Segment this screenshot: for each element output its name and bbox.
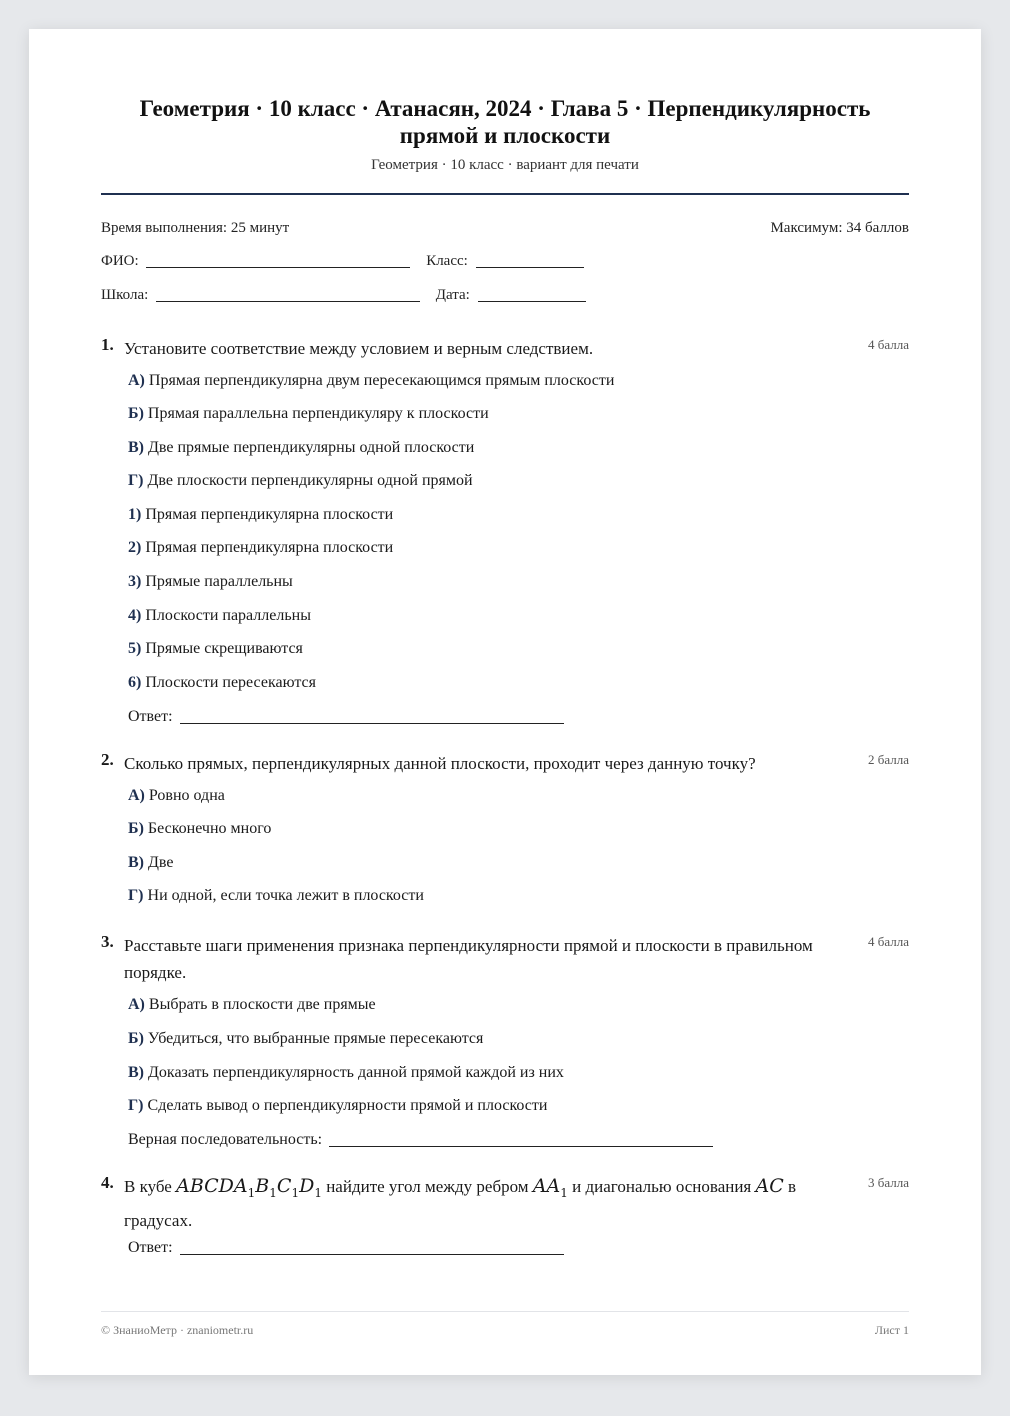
worksheet-content <box>101 29 909 1375</box>
answer-row <box>128 1239 564 1257</box>
option-text: Прямые скрещиваются <box>145 640 303 657</box>
question-number: 1. <box>101 335 114 354</box>
footer-divider <box>101 1311 909 1312</box>
math-edge: $AA_1$ <box>532 1175 568 1200</box>
worksheet-page <box>29 29 981 1375</box>
option-text: Убедиться, что выбранные прямые пересекаются <box>147 1030 484 1047</box>
option-label: 6) <box>128 674 142 691</box>
option-label: Г) <box>128 1097 144 1114</box>
page-subtitle: Геометрия · 10 класс · вариант для печати <box>371 157 639 173</box>
option-item <box>128 573 293 591</box>
question-points: 4 балла <box>868 934 909 949</box>
time-limit: Время выполнения: 25 минут <box>101 220 290 236</box>
answer-label: Ответ: <box>128 708 173 725</box>
option-text: Две прямые перпендикулярны одной плоскости <box>148 439 475 456</box>
option-item <box>128 1030 483 1048</box>
question-text-part: в градусах. <box>124 1177 797 1230</box>
option-text: Бесконечно много <box>147 820 272 837</box>
option-text: Прямая параллельна перпендикуляру к плоскости <box>147 405 489 422</box>
date-label: Дата: <box>435 287 470 303</box>
option-label: 5) <box>128 640 142 657</box>
option-label: Г) <box>128 472 144 489</box>
option-label: Г) <box>128 887 144 904</box>
option-text: Ни одной, если точка лежит в плоскости <box>147 887 424 904</box>
option-item <box>128 405 489 423</box>
math-edge-base: AA <box>532 1175 561 1197</box>
option-item <box>128 607 311 625</box>
option-item <box>128 1064 564 1082</box>
option-item <box>128 674 316 692</box>
question-number: 3. <box>101 932 114 951</box>
option-label: В) <box>128 1064 144 1081</box>
option-label: А) <box>128 787 145 804</box>
math-diagonal: AC <box>755 1175 784 1197</box>
question-points: 2 балла <box>868 752 909 767</box>
option-label: А) <box>128 996 145 1013</box>
option-label: В) <box>128 854 144 871</box>
math-cube-name: $ABCDA_1B_1C_1D_1$ <box>176 1175 322 1200</box>
option-label: 4) <box>128 607 142 624</box>
answer-row <box>128 708 564 726</box>
page-title: Геометрия · 10 класс · Атанасян, 2024 · Глава 5 · Перпендикулярность прямой и плоскости <box>139 96 871 148</box>
option-text: Прямая перпендикулярна плоскости <box>145 506 394 523</box>
option-label: Б) <box>128 1030 144 1047</box>
option-item <box>128 996 376 1014</box>
question-points: 3 балла <box>868 1175 909 1190</box>
option-item <box>128 640 303 658</box>
class-label: Класс: <box>426 253 468 269</box>
question-text: Установите соответствие между условием и верным следствием. <box>124 339 594 358</box>
option-item <box>128 854 173 872</box>
header-divider <box>101 193 909 195</box>
question-text-part: и диагональю основания <box>567 1177 756 1196</box>
question-text-part: В кубе <box>124 1177 177 1196</box>
question-number: 2. <box>101 750 114 769</box>
option-label: Б) <box>128 820 144 837</box>
date-field[interactable] <box>478 287 586 302</box>
option-item <box>128 439 474 457</box>
option-item <box>128 1097 547 1115</box>
option-text: Ровно одна <box>148 787 225 804</box>
option-label: 1) <box>128 506 142 523</box>
school-label: Школа: <box>101 287 149 303</box>
question-text: Сколько прямых, перпендикулярных данной плоскости, проходит через данную точку? <box>124 754 756 773</box>
option-label: А) <box>128 372 145 389</box>
footer-copyright: © ЗнаниоМетр · znaniometr.ru <box>101 1323 254 1337</box>
question-points: 4 балла <box>868 337 909 352</box>
option-label: 3) <box>128 573 142 590</box>
question-text-part: найдите угол между ребром <box>321 1177 533 1196</box>
option-text: Выбрать в плоскости две прямые <box>148 996 376 1013</box>
class-field[interactable] <box>476 253 584 268</box>
option-text: Прямая перпендикулярна плоскости <box>145 539 394 556</box>
question-text <box>124 1173 854 1234</box>
option-item <box>128 820 271 838</box>
option-item <box>128 787 225 805</box>
answer-row <box>128 1131 713 1149</box>
fio-class-row <box>101 253 909 270</box>
question-number: 4. <box>101 1173 114 1192</box>
option-text: Прямые параллельны <box>145 573 293 590</box>
option-item <box>128 887 424 905</box>
school-field[interactable] <box>156 287 420 302</box>
math-cube-base: ABCDA <box>176 1175 248 1197</box>
option-text: Две плоскости перпендикулярны одной прямой <box>147 472 473 489</box>
option-label: Б) <box>128 405 144 422</box>
fio-label: ФИО: <box>101 253 139 269</box>
option-item <box>128 506 393 524</box>
answer-field[interactable] <box>180 1240 564 1255</box>
option-text: Сделать вывод о перпендикулярности прямой и плоскости <box>147 1097 548 1114</box>
option-label: В) <box>128 439 144 456</box>
option-item <box>128 372 614 390</box>
question-text: Расставьте шаги применения признака перпендикулярности прямой и плоскости в правильном порядке. <box>124 936 813 982</box>
option-text: Доказать перпендикулярность данной прямой каждой из них <box>148 1064 564 1081</box>
option-item <box>128 472 473 490</box>
fio-field[interactable] <box>146 253 410 268</box>
option-text: Две <box>148 854 174 871</box>
option-text: Плоскости параллельны <box>145 607 311 624</box>
school-date-row <box>101 287 909 304</box>
max-score: Максимум: 34 баллов <box>770 220 909 236</box>
option-text: Прямая перпендикулярна двум пересекающимся прямым плоскости <box>148 372 615 389</box>
option-text: Плоскости пересекаются <box>145 674 316 691</box>
option-item <box>128 539 393 557</box>
answer-label: Верная последовательность: <box>128 1131 323 1148</box>
answer-field[interactable] <box>180 709 564 724</box>
answer-label: Ответ: <box>128 1239 173 1256</box>
answer-field[interactable] <box>329 1132 713 1147</box>
option-label: 2) <box>128 539 142 556</box>
footer-page-number: Лист 1 <box>874 1323 909 1337</box>
